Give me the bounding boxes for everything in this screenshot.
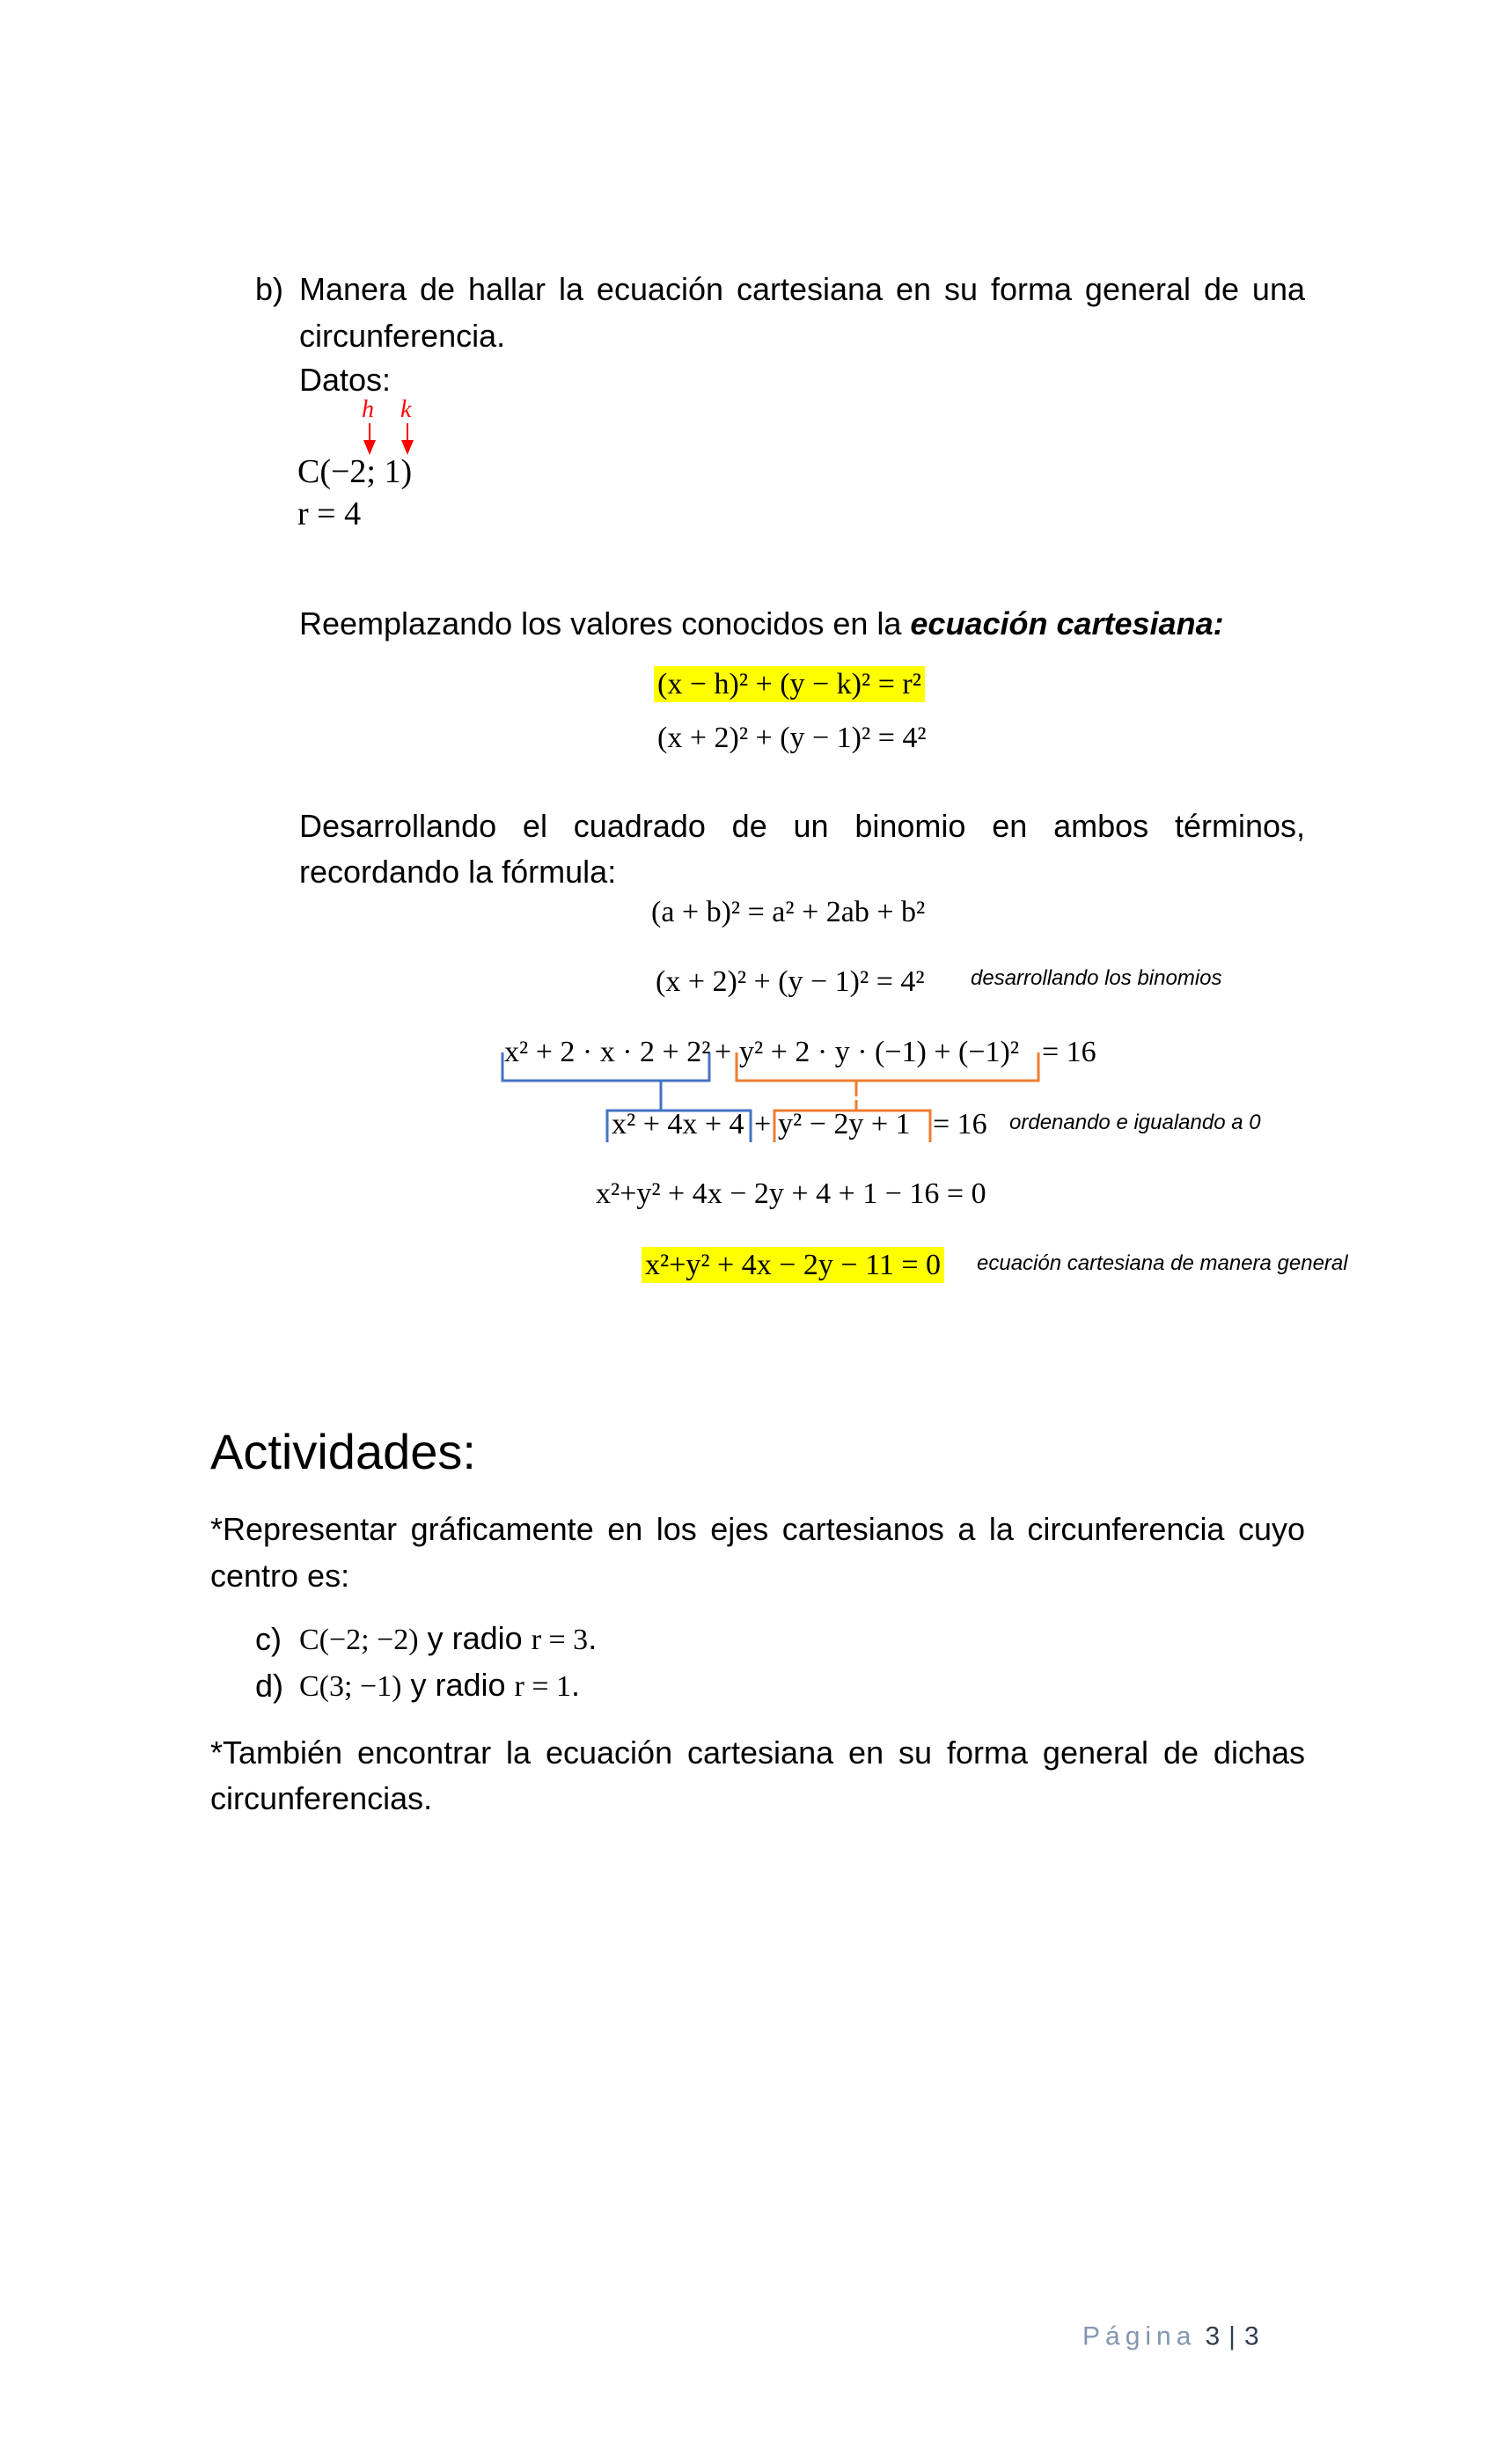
activity-item-d-label: d) <box>255 1668 284 1704</box>
activities-also-line1: *También encontrar la ecuación cartesiana en su forma general de dichas <box>210 1734 1305 1771</box>
step1-equation: (x + 2)² + (y − 1)² = 4² <box>656 965 925 998</box>
page-total: 3 <box>1243 2321 1259 2351</box>
step3-equals: = 16 <box>933 1108 987 1140</box>
activity-item-c-label: c) <box>255 1621 282 1657</box>
h-arrow-icon <box>363 423 376 455</box>
activities-prompt-line1: *Representar gráficamente en los ejes cartesianos a la circunferencia cuyo <box>210 1511 1305 1547</box>
page-current: 3 <box>1205 2321 1221 2351</box>
develop-intro-line1: Desarrollando el cuadrado de un binomio en ambos términos, <box>299 808 1305 844</box>
activities-prompt-line2: centro es: <box>210 1558 350 1594</box>
step2-equals: = 16 <box>1042 1036 1096 1068</box>
formula-substituted: (x + 2)² + (y − 1)² = 4² <box>657 722 927 754</box>
section-b-title-line1: Manera de hallar la ecuación cartesiana en su forma general de una <box>299 271 1305 307</box>
h-label: h <box>362 396 374 423</box>
k-label: k <box>400 396 412 423</box>
step2-left: x² + 2 · x · 2 + 2² <box>504 1036 711 1068</box>
center-coordinates: C(−2; 1) <box>297 453 413 490</box>
replace-intro: Reemplazando los valores conocidos en la ecuación cartesiana: <box>299 605 1224 642</box>
result-note: ecuación cartesiana de manera general <box>977 1251 1348 1275</box>
page-label: Página <box>1082 2321 1197 2351</box>
step1-note: desarrollando los binomios <box>971 966 1222 990</box>
activity-item-d: C(3; −1) y radio r = 1. <box>299 1667 581 1703</box>
activities-heading: Actividades: <box>210 1424 476 1479</box>
activities-also-line2: circunferencias. <box>210 1780 433 1816</box>
develop-intro-line2: recordando la fórmula: <box>299 854 617 890</box>
page-separator: | <box>1228 2321 1236 2351</box>
step4-equation: x²+y² + 4x − 2y + 4 + 1 − 16 = 0 <box>596 1177 986 1210</box>
k-arrow-icon <box>401 423 414 455</box>
result-equation: x²+y² + 4x − 2y − 11 = 0 <box>642 1246 944 1285</box>
step3-left: x² + 4x + 4 <box>612 1108 744 1140</box>
formula-general: (x − h)² + (y − k)² = r² <box>654 665 925 704</box>
section-b-title-line2: circunferencia. <box>299 318 506 354</box>
step3-right: y² − 2y + 1 <box>778 1108 911 1140</box>
section-b-label: b) <box>255 271 284 307</box>
radius-value: r = 4 <box>297 495 362 532</box>
binomial-formula: (a + b)² = a² + 2ab + b² <box>651 896 926 928</box>
step3-note: ordenando e igualando a 0 <box>1009 1111 1261 1134</box>
activity-item-c: C(−2; −2) y radio r = 3. <box>299 1620 598 1656</box>
step3-plus: + <box>754 1108 772 1140</box>
step2-right: y² + 2 · y · (−1) + (−1)² <box>739 1036 1020 1068</box>
step2-plus: + <box>715 1036 732 1068</box>
datos-label: Datos: <box>299 362 392 398</box>
page-footer <box>1082 2315 1259 2357</box>
